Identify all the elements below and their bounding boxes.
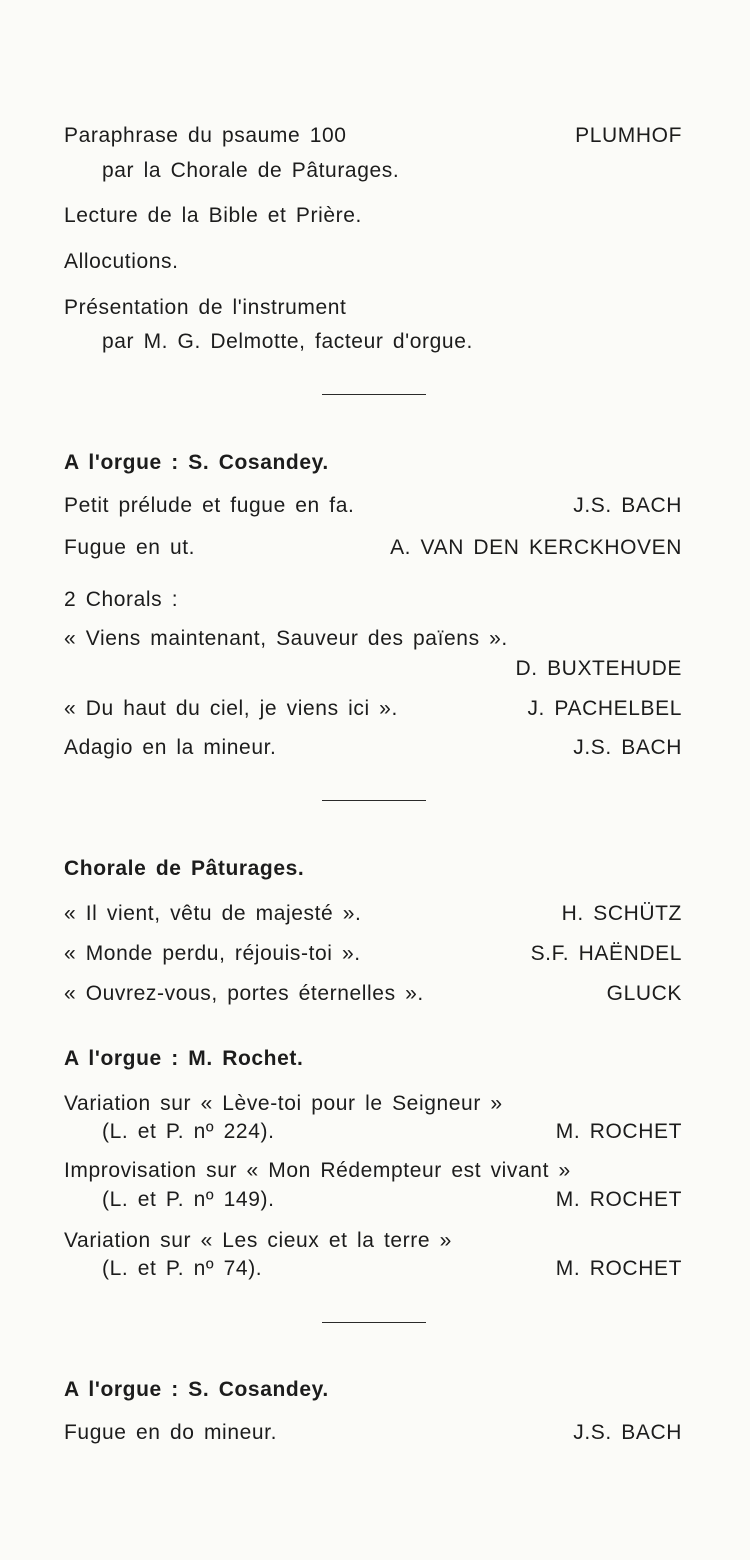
- section-divider: [322, 1322, 426, 1323]
- program-item-title: Variation sur « Lève-toi pour le Seigneur »: [64, 1092, 503, 1115]
- section-divider: [322, 800, 426, 801]
- program-item-composer: J.S. BACH: [573, 494, 682, 517]
- program-item-title: « Monde perdu, réjouis-toi ».: [64, 942, 361, 965]
- speeches-line: Allocutions.: [64, 250, 179, 273]
- psalm-title: Paraphrase du psaume 100: [64, 124, 347, 147]
- program-item-title: Variation sur « Les cieux et la terre »: [64, 1229, 452, 1252]
- choral-title: « Du haut du ciel, je viens ici ».: [64, 697, 398, 720]
- program-item-composer: M. ROCHET: [555, 1188, 682, 1211]
- choral-composer: J. PACHELBEL: [527, 697, 682, 720]
- program-item-title: Fugue en ut.: [64, 536, 196, 559]
- program-item-composer: M. ROCHET: [555, 1120, 682, 1143]
- program-item-title: Petit prélude et fugue en fa.: [64, 494, 355, 517]
- program-item-composer: A. VAN DEN KERCKHOVEN: [390, 536, 682, 559]
- section1-heading: A l'orgue : S. Cosandey.: [64, 451, 329, 474]
- program-item-composer: H. SCHÜTZ: [561, 902, 682, 925]
- section-divider: [322, 394, 426, 395]
- program-item-composer: J.S. BACH: [573, 736, 682, 759]
- presentation-line: Présentation de l'instrument: [64, 296, 347, 319]
- reading-line: Lecture de la Bible et Prière.: [64, 204, 362, 227]
- program-item-composer: J.S. BACH: [573, 1421, 682, 1444]
- program-item-title: Fugue en do mineur.: [64, 1421, 278, 1444]
- program-item-title: « Il vient, vêtu de majesté ».: [64, 902, 362, 925]
- program-item-composer: GLUCK: [606, 982, 682, 1005]
- program-item-title: Adagio en la mineur.: [64, 736, 277, 759]
- program-item-composer: S.F. HAËNDEL: [530, 942, 682, 965]
- chorals-label: 2 Chorals :: [64, 588, 179, 611]
- section3-heading: A l'orgue : M. Rochet.: [64, 1047, 304, 1070]
- program-item-ref: (L. et P. nº 224).: [102, 1120, 275, 1143]
- psalm-composer: PLUMHOF: [575, 124, 682, 147]
- choral-title: « Viens maintenant, Sauveur des païens ».: [64, 627, 508, 650]
- program-item-title: « Ouvrez-vous, portes éternelles ».: [64, 982, 424, 1005]
- program-item-composer: M. ROCHET: [555, 1257, 682, 1280]
- presentation-by-line: par M. G. Delmotte, facteur d'orgue.: [102, 330, 473, 353]
- program-item-ref: (L. et P. nº 149).: [102, 1188, 275, 1211]
- program-item-title: Improvisation sur « Mon Rédempteur est vivant »: [64, 1159, 571, 1182]
- choral-composer: D. BUXTEHUDE: [515, 657, 682, 680]
- section4-heading: A l'orgue : S. Cosandey.: [64, 1378, 329, 1401]
- program-item-ref: (L. et P. nº 74).: [102, 1257, 263, 1280]
- psalm-performer: par la Chorale de Pâturages.: [102, 159, 400, 182]
- section2-heading: Chorale de Pâturages.: [64, 857, 305, 880]
